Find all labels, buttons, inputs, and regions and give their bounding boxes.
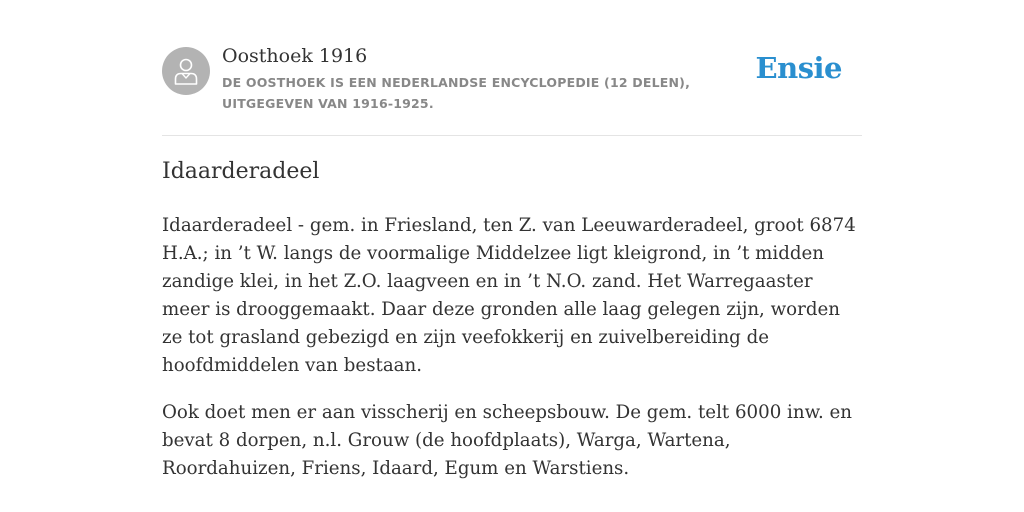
article-paragraph: Idaarderadeel - gem. in Friesland, ten Z. van Leeuwarderadeel, groot 6874 H.A.; in ’t W. langs de voormalige Middelzee ligt kleigrond, in ’t midden zandige klei, in het Z.O. laagveen en in ’t N.O. zand. Het Warregaaster meer is drooggemaakt. Daar deze gronden alle laag gelegen zijn, worden ze tot grasland gebezigd en zijn veefokkerij en zuivelbereiding de hoofdmiddelen van bestaan. — [162, 215, 856, 376]
source-header — [162, 0, 862, 136]
article-paragraph: Ook doet men er aan visscherij en scheepsbouw. De gem. telt 6000 inw. en bevat 8 dorpen, n.l. Grouw (de hoofdplaats), Warga, Wartena, Roordahuizen, Friens, Idaard, Egum en Warstiens. — [162, 402, 853, 479]
source-description: DE OOSTHOEK IS EEN NEDERLANDSE ENCYCLOPEDIE (12 DELEN), UITGEGEVEN VAN 1916-1925. — [222, 75, 691, 111]
source-avatar[interactable] — [162, 47, 210, 95]
page-container — [162, 0, 862, 479]
user-icon — [174, 57, 198, 85]
source-title[interactable]: Oosthoek 1916 — [222, 45, 368, 67]
article-body — [162, 212, 862, 502]
ensie-logo[interactable]: Ensie — [755, 51, 842, 85]
article-title: Idaarderadeel — [162, 159, 320, 184]
